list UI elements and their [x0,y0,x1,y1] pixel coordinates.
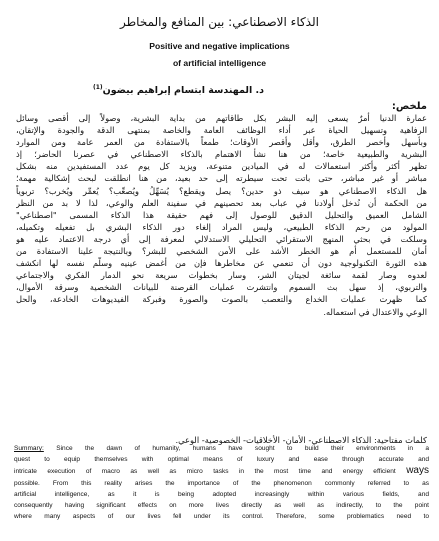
abstract-heading: ملخص: [391,101,427,112]
english-line: artificial intelligence, as it is being adopted increasingly within various fields, and [14,490,429,498]
english-line: quest to equip themselves with optimal means of luxury and ease through accurate and [14,456,429,464]
arabic-line: من الحكمة أن نُدخل أولادنا في عباب بعد تحصينهم في سفينة العلم والوعي، لذا لا بد من النظر [16,197,427,208]
arabic-line: لعدوه وصار لقمة سائغة لجيتان الشر، وسار بخطوات سريعة نحو الدمار الفكري والاجتماعي [16,270,427,281]
english-title-line-1: Positive and negative implications [149,41,290,51]
arabic-line: عمارة الدنيا أمرٌ يسعى إليه البشر بكل طاقاتهم من بداية البشرية، وصولاً إلى أقصى وسائل [16,113,427,123]
arabic-line: تظهر أكثر وأكثر استعمالات له في الميادين متنوعة، ويزيد كل يوم عدد المستفيدين منه بشكل [16,161,427,172]
arabic-line: وبأسهل وأخصر الطرق، وأقل وأقصر الأوقات؛ طمعاً بالاستفادة من العمر عامة ومن الموارد [16,137,427,148]
arabic-line: وسلكت في بحثي المنهج الاستقرائي التحليلي الاستدلالي لمعرفة إلى أي درجة الاعتماد عليه هو [16,233,427,244]
english-line: consequently having significant effects on more lives directly as well as indirectly, to the point [14,502,429,510]
arabic-line: كما ظهرت عمليات الخداع والتعصب بالصوت والصورة وفبركة الفيديوهات الخادعة، والحل [16,294,427,305]
arabic-line: المولود من رحم الذكاء الطبيعي، وليس المراد إلغاء دور الذكاء البشري بل تفعيله وتكميله، [16,221,427,232]
english-title-line-2: of artificial intelligence [172,58,267,68]
english-line-text: intricate execution of macro as well as micro tasks in the most time and energy efficient [14,468,396,476]
keywords-line: كلمات مفتاحية: الذكاء الاصطناعي- الأمان- الأخلاقيات- الخصوصية- الوعي. [175,435,427,445]
arabic-line: البشرية والطبيعية خاصة؛ من هنا نشأ الاهتمام بالذكاء الاصطناعي في عصرنا الحاضر؛ إذ [16,149,427,160]
arabic-line: مباشر أو غير مباشر، حتى باتت تحت سيطرته إلى حد بعيد، من هنا انطلقت لبحث إشكالية مهمة؛ [16,173,427,184]
summary-label: Summary: [14,445,44,452]
arabic-line: الوعي والاعتدال في استعماله. [323,306,427,317]
english-emphasis-word: ways [406,465,429,477]
english-line [14,443,429,454]
arabic-line: والتربوي، إذ سهل بث السموم وانتشرت عمليات القرصنة للبيانات الشخصية وسرقة الأموال، [16,282,427,293]
author-line [93,84,264,96]
arabic-abstract [16,112,427,318]
english-line: where many aspects of our lives fell under its control. Therefore, some problematics need to [14,513,429,521]
english-line [14,465,429,477]
author-name: د. المهندسة ابتسام إبراهيم بيضون [102,85,264,97]
author-footnote-marker: (1) [92,84,103,91]
english-summary [14,443,429,522]
arabic-line: الرفاهية وتسهيل الحياة عبر أداء الوظائف العامة والخاصة بمنتهى الدقة والجودة والإتقان، [16,125,427,136]
arabic-line: الشامل العميق والتحليل الدقيق للوصول إلى فهم حقيقة هذا الذكاء المسمى "اصطناعي" [16,209,427,220]
arabic-title: الذكاء الاصطناعي: بين المنافع والمخاطر [120,15,319,29]
english-line: possible. From this reality arises the importance of the phenomenon commonly referred to as [14,479,429,487]
arabic-line: هذه الثورة التكنولوجية دون أن تنعمي عن مخاطرها فإن من أغمض عينيه وسلّم نفسه لها انكشف [16,258,427,269]
english-line-text: Since the dawn of humanity, humans have sought to build their environments in a [43,445,429,452]
arabic-line: أمان للمستعمل أم هو الخطر الأشد على الأمن الشخصي للبشر؟ وبالنتيجة علينا الاستفادة من [16,246,427,257]
arabic-line: هل الذكاء الاصطناعي هو سيف ذو حدين؟ يصل ويقطع؟ يُسَهِّلُ ويُصعِّب؟ يُعمِّر ويُخرب؟ تربوياً [16,185,427,196]
